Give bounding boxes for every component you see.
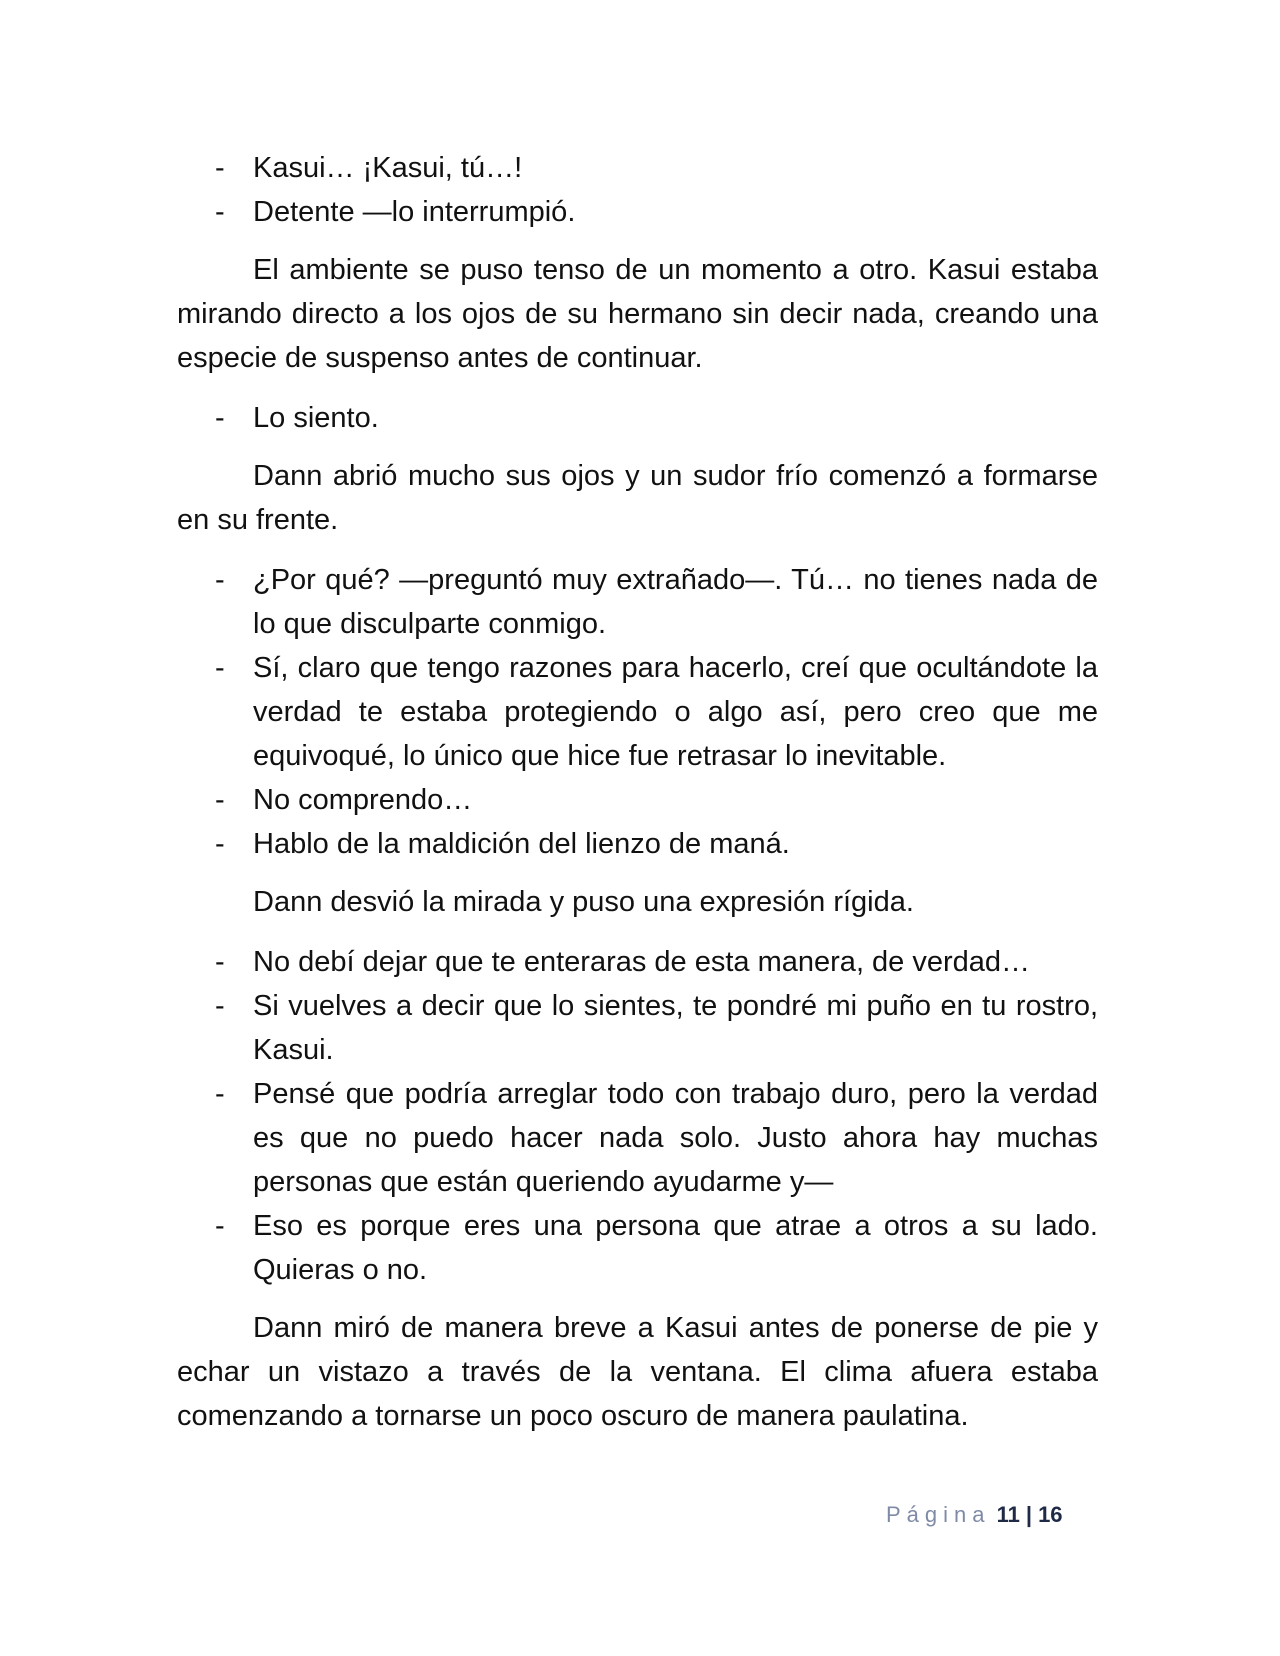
dialogue-dash: - [215, 828, 225, 860]
page-separator: | [1025, 1502, 1033, 1527]
dialogue-text: Si vuelves a decir que lo sientes, te pondré mi puño en tu rostro, Kasui. [253, 990, 1098, 1066]
dialogue-text: ¿Por qué? —preguntó muy extrañado—. Tú… no tienes nada de lo que disculparte conmigo. [253, 564, 1098, 640]
dialogue-line [177, 558, 1098, 646]
dialogue-text: No debí dejar que te enteraras de esta manera, de verdad… [253, 946, 1031, 978]
dialogue-dash: - [215, 1078, 225, 1110]
dialogue-dash: - [215, 196, 225, 228]
dialogue-text: Detente —lo interrumpió. [253, 196, 576, 228]
dialogue-text: No comprendo… [253, 784, 473, 816]
dialogue-line [177, 646, 1098, 778]
dialogue-line [177, 1072, 1098, 1204]
dialogue-text: Kasui… ¡Kasui, tú…! [253, 152, 523, 184]
dialogue-dash: - [215, 652, 225, 684]
dialogue-text: Sí, claro que tengo razones para hacerlo, creí que ocultándote la verdad te estaba protegiendo o algo así, pero creo que me equivoqué, lo único que hice fue retrasar lo inevitable. [253, 652, 1098, 772]
dialogue-line [177, 984, 1098, 1072]
page-footer [886, 1500, 1063, 1530]
narrative-paragraph: Dann miró de manera breve a Kasui antes de ponerse de pie y echar un vistazo a través de la ventana. El clima afuera estaba comenzando a tornarse un poco oscuro de manera paulatina. [177, 1312, 1098, 1432]
dialogue-text: Lo siento. [253, 402, 379, 434]
narrative-paragraph: Dann abrió mucho sus ojos y un sudor frío comenzó a formarse en su frente. [177, 460, 1098, 536]
dialogue-dash: - [215, 784, 225, 816]
dialogue-dash: - [215, 990, 225, 1022]
dialogue-line [177, 940, 1098, 984]
dialogue-text: Pensé que podría arreglar todo con trabajo duro, pero la verdad es que no puedo hacer nada solo. Justo ahora hay muchas personas que están queriendo ayudarme y— [253, 1078, 1098, 1198]
narrative-paragraph: Dann desvió la mirada y puso una expresión rígida. [253, 886, 914, 918]
dialogue-dash: - [215, 1210, 225, 1242]
dialogue-dash: - [215, 152, 225, 184]
page-number: 11 [996, 1502, 1020, 1527]
page-total: 16 [1038, 1502, 1063, 1527]
dialogue-text: Eso es porque eres una persona que atrae a otros a su lado. Quieras o no. [253, 1210, 1098, 1286]
dialogue-line [177, 778, 1098, 822]
dialogue-line [177, 396, 1098, 440]
dialogue-dash: - [215, 402, 225, 434]
dialogue-line [177, 190, 1098, 234]
dialogue-line [177, 146, 1098, 190]
page-label: Página [886, 1502, 991, 1527]
narrative-paragraph: El ambiente se puso tenso de un momento a otro. Kasui estaba mirando directo a los ojos de su hermano sin decir nada, creando una especie de suspenso antes de continuar. [177, 254, 1098, 374]
page-body [177, 146, 1098, 1438]
dialogue-text: Hablo de la maldición del lienzo de maná. [253, 828, 790, 860]
dialogue-line [177, 822, 1098, 866]
dialogue-dash: - [215, 946, 225, 978]
dialogue-line [177, 1204, 1098, 1292]
dialogue-dash: - [215, 564, 225, 596]
